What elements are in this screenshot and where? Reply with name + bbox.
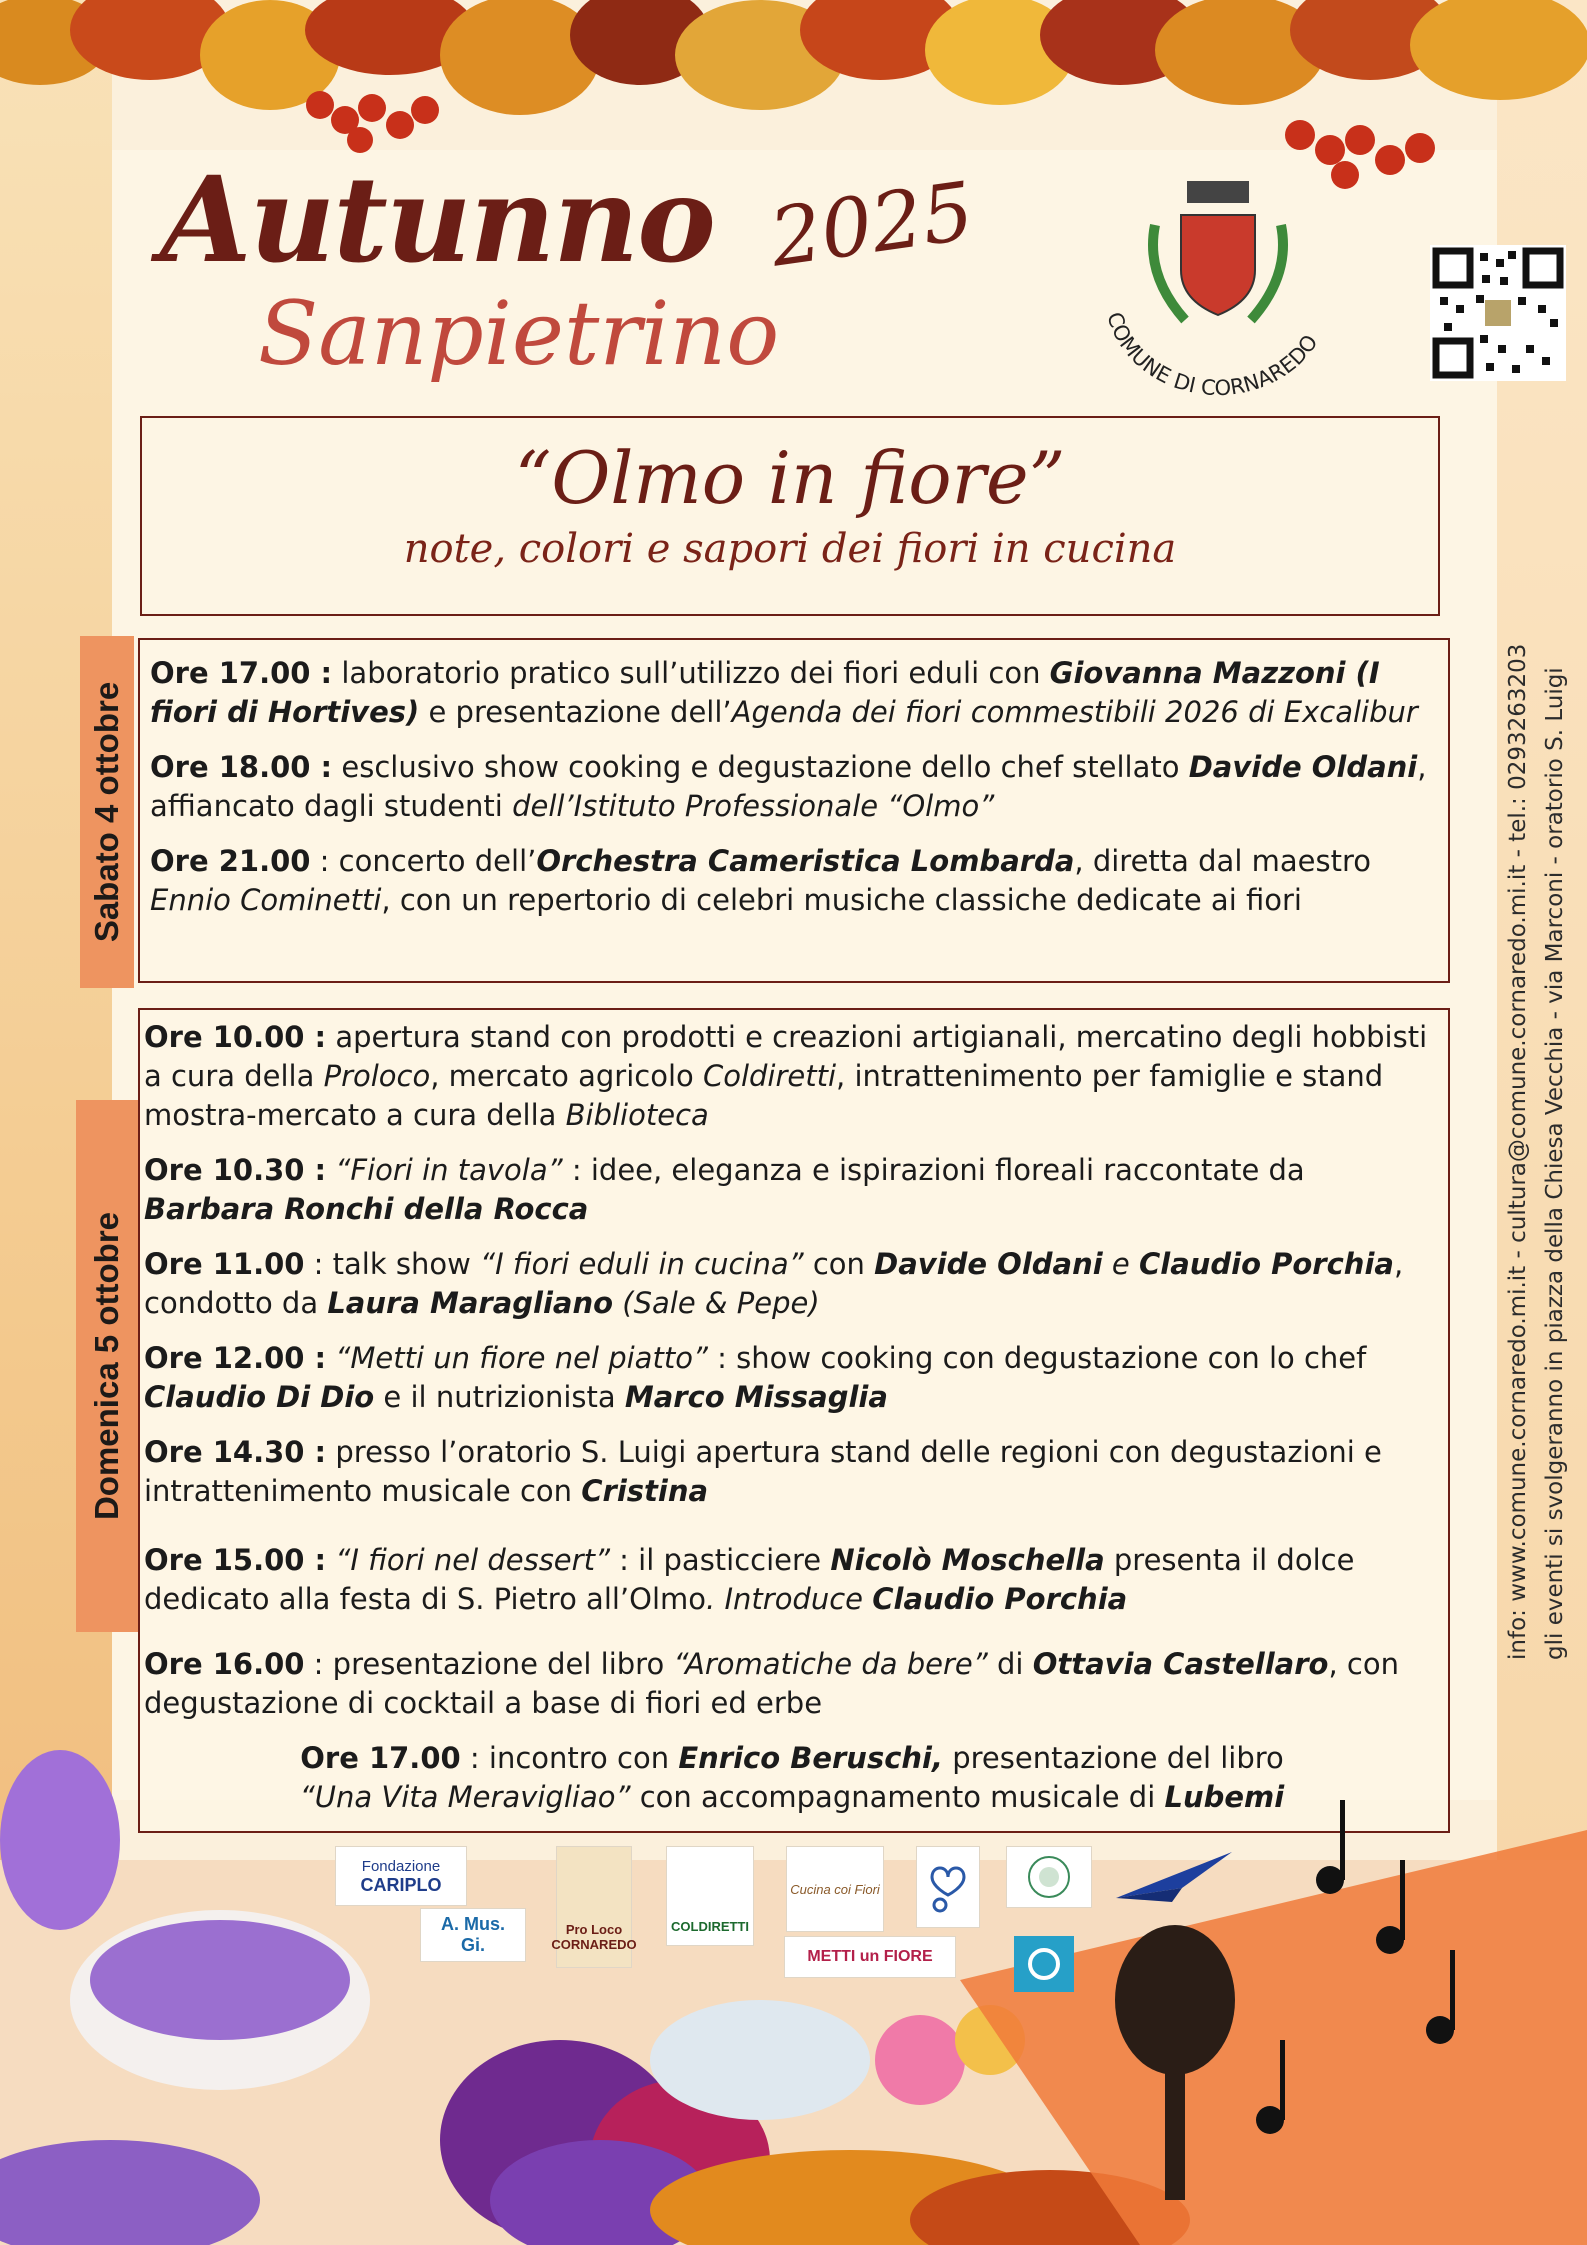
event-time: Ore 17.00	[300, 1741, 461, 1775]
logo-metti-text: METTI un FIORE	[807, 1948, 933, 1965]
event-guest: Nicolò Moschella	[830, 1543, 1105, 1577]
event-guest: Davide Oldani	[874, 1247, 1103, 1281]
event-time: Ore 12.00 :	[144, 1341, 327, 1375]
event-guest: Claudio Porchia	[872, 1582, 1128, 1616]
logo-agimus	[420, 1908, 526, 1962]
event-guest: Davide Oldani	[1188, 750, 1418, 784]
side-info-locations: gli eventi si svolgeranno in piazza della Chiesa Vecchia - via Marconi - oratorio S. Luigi	[1542, 667, 1568, 1660]
event-text: (Sale & Pepe)	[613, 1286, 820, 1320]
bc-logo-icon	[1024, 1944, 1064, 1984]
event-guest: Marco Missaglia	[624, 1380, 888, 1414]
event-title-box	[140, 416, 1440, 616]
day-tab-domenica	[76, 1100, 138, 1632]
event-title: Agenda dei fiori commestibili 2026 di Excalibur	[731, 695, 1418, 729]
title-sanpietrino: Sanpietrino	[258, 282, 780, 385]
event-time: Ore 17.00 :	[150, 656, 333, 690]
schedule-domenica	[138, 1008, 1450, 1833]
event-item	[144, 1645, 1440, 1723]
logo-proloco-text: Pro Loco CORNAREDO	[551, 1922, 637, 1952]
event-text: con	[803, 1247, 875, 1281]
logo-agimus-b: Gi.	[460, 1935, 485, 1955]
logo-fondazione-cariplo	[335, 1846, 467, 1906]
schedule-sabato	[138, 638, 1450, 983]
paper-plane-icon	[1112, 1848, 1236, 1904]
logo-bc	[1014, 1936, 1074, 1992]
event-text: presenta il dolce dedicato alla festa di S. Pietro all’Olmo	[144, 1543, 1355, 1616]
logo-cariplo-line1: Fondazione	[361, 1858, 441, 1875]
event-item	[144, 1339, 1440, 1417]
logo-coldiretti-text: COLDIRETTI	[671, 1918, 749, 1934]
logo-cariplo-line2: CARIPLO	[360, 1875, 442, 1895]
hearts-icon	[926, 1857, 970, 1917]
event-text: , con degustazione di cocktail a base di fiori ed erbe	[144, 1647, 1399, 1720]
side-info	[1500, 460, 1574, 1660]
title-year: 2025	[764, 164, 980, 285]
event-title: “Aromatiche da bere”	[673, 1647, 988, 1681]
event-time: Ore 14.30 :	[144, 1435, 327, 1469]
event-time: Ore 10.00 :	[144, 1020, 327, 1054]
event-guest: Barbara Ronchi della Rocca	[144, 1192, 589, 1226]
event-text: . Introduce	[706, 1582, 873, 1616]
logo-agimus-a: A.	[440, 1914, 459, 1934]
event-title: “Metti un fiore nel piatto”	[335, 1341, 708, 1375]
event-tagline: note, colori e sapori dei fiori in cucina	[403, 526, 1177, 572]
logo-cucina-text: Cucina coi Fiori	[790, 1881, 880, 1897]
day-label-domenica: Domenica 5 ottobre	[88, 1211, 125, 1521]
event-text: con accompagnamento musicale di	[630, 1780, 1165, 1814]
logo-metti-un-fiore	[784, 1936, 956, 1978]
logo-circular-seal	[1006, 1846, 1092, 1908]
event-text: : incontro con	[460, 1741, 679, 1775]
qr-code[interactable]	[1430, 245, 1566, 381]
event-item	[150, 654, 1438, 732]
seal-icon	[1026, 1854, 1072, 1900]
event-guest: Orchestra Cameristica Lombarda	[536, 844, 1075, 878]
event-text: : il pasticciere	[609, 1543, 831, 1577]
event-text: e presentazione dell’	[419, 695, 732, 729]
event-time: Ore 11.00	[144, 1247, 305, 1281]
leaf-cluster	[0, 0, 1587, 115]
comune-crest	[1085, 175, 1350, 415]
event-title: “I fiori eduli in cucina”	[480, 1247, 804, 1281]
event-text: laboratorio pratico sull’utilizzo dei fiori eduli con	[332, 656, 1050, 690]
event-time: Ore 15.00 :	[144, 1543, 327, 1577]
event-guest: Enrico Beruschi,	[678, 1741, 943, 1775]
logo-proloco	[551, 1846, 637, 1968]
event-title: “Fiori in tavola”	[335, 1153, 563, 1187]
event-time: Ore 10.30 :	[144, 1153, 327, 1187]
event-guest: Lubemi	[1164, 1780, 1285, 1814]
logo-agimus-c: Mus.	[464, 1914, 506, 1934]
svg-text:COMUNE DI CORNAREDO	[1102, 309, 1322, 400]
event-text: , diretta dal maestro	[1074, 844, 1371, 878]
event-org: Biblioteca	[565, 1098, 709, 1132]
event-text: di	[987, 1647, 1033, 1681]
event-item	[144, 1018, 1440, 1135]
qr-code-icon	[1430, 245, 1566, 381]
event-text: , mercato agricolo	[430, 1059, 703, 1093]
event-title: “Una Vita Meravigliao”	[299, 1780, 631, 1814]
event-item	[144, 1151, 1440, 1229]
event-guest: Cristina	[581, 1474, 709, 1508]
event-org: Coldiretti	[702, 1059, 837, 1093]
event-item	[150, 842, 1438, 920]
event-guest: Ottavia Castellaro	[1032, 1647, 1329, 1681]
event-text: e	[1102, 1247, 1139, 1281]
comune-name: COMUNE DI CORNAREDO	[1102, 309, 1323, 401]
event-time: Ore 16.00	[144, 1647, 305, 1681]
event-text: e il nutrizionista	[374, 1380, 625, 1414]
event-text: : idee, eleganza e ispirazioni floreali raccontate da	[562, 1153, 1305, 1187]
event-title: “I fiori nel dessert”	[335, 1543, 610, 1577]
logo-coldiretti	[666, 1846, 754, 1946]
event-guest: Ennio Cominetti	[150, 883, 382, 917]
event-text: : show cooking con degustazione con lo chef	[707, 1341, 1367, 1375]
event-title: dell’Istituto Professionale “Olmo”	[512, 789, 995, 823]
title-autunno: Autunno	[160, 150, 714, 289]
day-tab-sabato	[80, 636, 134, 988]
event-text: presentazione del libro	[943, 1741, 1284, 1775]
logo-hearts	[916, 1846, 980, 1928]
event-guest: Laura Maragliano	[327, 1286, 614, 1320]
event-text: apertura stand con prodotti e creazioni artigianali, mercatino degli hobbisti a cura della	[144, 1020, 1428, 1093]
event-text: , affiancato dagli studenti	[150, 750, 1427, 823]
logo-cucina-coi-fiori	[786, 1846, 884, 1932]
event-text: , intrattenimento per famiglie e stand mostra-mercato a cura della	[144, 1059, 1384, 1132]
side-info-contacts: info: www.comune.cornaredo.mi.it - cultura@comune.cornaredo.mi.it - tel.: 0293263203	[1505, 643, 1531, 1660]
event-item	[144, 1245, 1440, 1323]
event-guest: Claudio Porchia	[1138, 1247, 1394, 1281]
event-time: Ore 21.00	[150, 844, 311, 878]
event-text: : concerto dell’	[310, 844, 537, 878]
event-text: , con un repertorio di celebri musiche classiche dedicate ai fiori	[381, 883, 1302, 917]
event-guest: Giovanna Mazzoni (I fiori di Hortives)	[150, 656, 1380, 729]
day-label-sabato: Sabato 4 ottobre	[88, 681, 126, 943]
event-text: presso l’oratorio S. Luigi apertura stand delle regioni con degustazioni e intrattenimento musicale con	[144, 1435, 1382, 1508]
event-guest: Claudio Di Dio	[144, 1380, 375, 1414]
logo-europe-plane	[1110, 1846, 1238, 1906]
event-time: Ore 18.00 :	[150, 750, 333, 784]
event-name: “Olmo in fiore”	[514, 436, 1066, 520]
crest-icon	[1085, 175, 1350, 415]
event-item	[150, 748, 1438, 826]
event-text: esclusivo show cooking e degustazione dello chef stellato	[332, 750, 1189, 784]
event-item	[144, 1541, 1440, 1619]
event-org: Proloco	[323, 1059, 431, 1093]
bottom-decoration	[0, 1740, 1587, 2245]
event-item	[144, 1433, 1440, 1511]
event-text: : presentazione del libro	[304, 1647, 674, 1681]
event-text: : talk show	[304, 1247, 481, 1281]
event-text: , condotto da	[144, 1247, 1404, 1320]
